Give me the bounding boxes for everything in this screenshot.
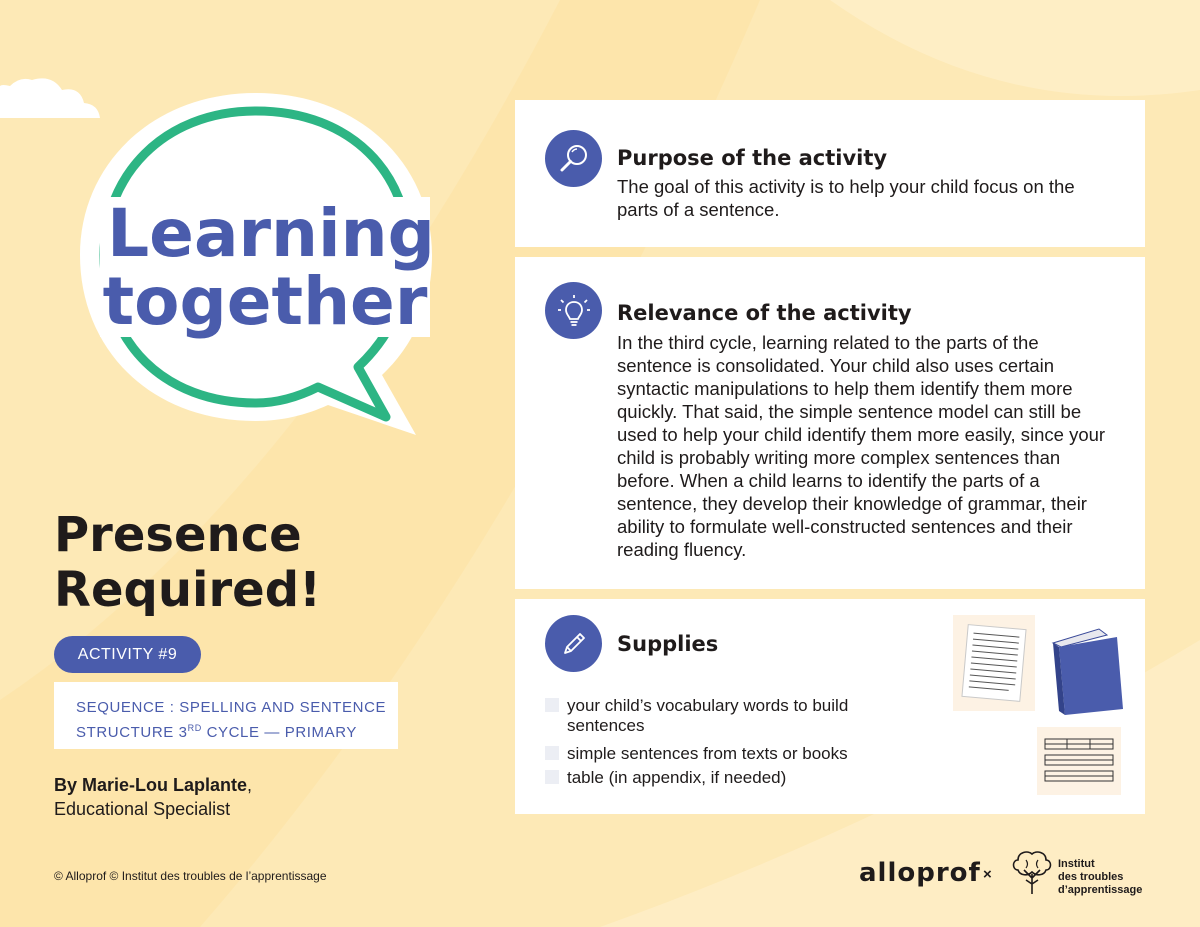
alloprof-logo: alloprof xyxy=(859,858,981,888)
relevance-title: Relevance of the activity xyxy=(617,301,912,325)
paper-sheet-icon xyxy=(951,613,1037,713)
logo-line-learning: Learning xyxy=(107,195,435,272)
relevance-body: In the third cycle, learning related to the parts of the sentence is consolidated. Your child also uses certain syntactic manipulations to help them identify them more quickly. That said, the simple sentence model can still be used to help your child identify them more easily, since your child is probably writing more complex sentences than before. When a child learns to identify the parts of a sentence, they develop their knowledge of grammar, their ability to formulate well-constructed sentences and their reading fluency. xyxy=(617,332,1106,560)
supply-item-text: your child’s vocabulary words to build sentences xyxy=(567,696,849,735)
logo-line-together: together xyxy=(102,263,428,340)
activity-badge: ACTIVITY #9 xyxy=(54,636,201,673)
book-icon xyxy=(1049,625,1129,719)
itda-line-3: d’apprentissage xyxy=(1058,884,1143,896)
supplies-title: Supplies xyxy=(617,632,719,656)
page-title xyxy=(54,508,321,618)
list-item xyxy=(545,744,905,764)
lightbulb-icon xyxy=(545,282,602,339)
magnifier-icon xyxy=(545,130,602,187)
bullet-square-icon xyxy=(545,770,559,784)
title-line-2: Required! xyxy=(54,562,321,618)
author-block xyxy=(54,773,252,821)
purpose-title: Purpose of the activity xyxy=(617,146,888,170)
copyright-text: © Alloprof © Institut des troubles de l’apprentissage xyxy=(54,869,327,883)
author-name: By Marie-Lou Laplante xyxy=(54,775,248,795)
itda-line-2: des troubles xyxy=(1058,871,1124,883)
sequence-line-1: SEQUENCE : SPELLING AND SENTENCE xyxy=(76,699,387,716)
title-line-1: Presence xyxy=(54,507,302,563)
sequence-line-2-prefix: STRUCTURE 3 xyxy=(76,724,188,741)
supplies-card xyxy=(515,599,1145,814)
itda-line-1: Institut xyxy=(1058,858,1095,870)
sequence-box xyxy=(54,682,398,749)
list-item xyxy=(545,768,905,788)
learning-together-logo xyxy=(60,85,450,445)
bullet-square-icon xyxy=(545,746,559,760)
pencil-icon xyxy=(545,615,602,672)
bullet-square-icon xyxy=(545,698,559,712)
list-item xyxy=(545,696,905,736)
sequence-line-2-suffix: CYCLE — PRIMARY xyxy=(201,724,358,741)
supply-item-text: table (in appendix, if needed) xyxy=(567,768,787,787)
purpose-card xyxy=(515,100,1145,247)
table-icon xyxy=(1037,727,1121,795)
author-comma: , xyxy=(247,775,253,795)
sequence-ordinal-suffix: RD xyxy=(187,723,202,733)
supply-item-text: simple sentences from texts or books xyxy=(567,744,848,763)
itda-logo-text xyxy=(1058,858,1142,897)
relevance-card xyxy=(515,257,1145,589)
author-role: Educational Specialist xyxy=(54,799,231,819)
brain-tree-icon xyxy=(1010,848,1054,896)
sequence-line-2 xyxy=(76,718,398,743)
purpose-body: The goal of this activity is to help your child focus on the parts of a sentence. xyxy=(617,176,1075,220)
logo-separator: × xyxy=(983,866,992,883)
supplies-list xyxy=(545,696,905,792)
